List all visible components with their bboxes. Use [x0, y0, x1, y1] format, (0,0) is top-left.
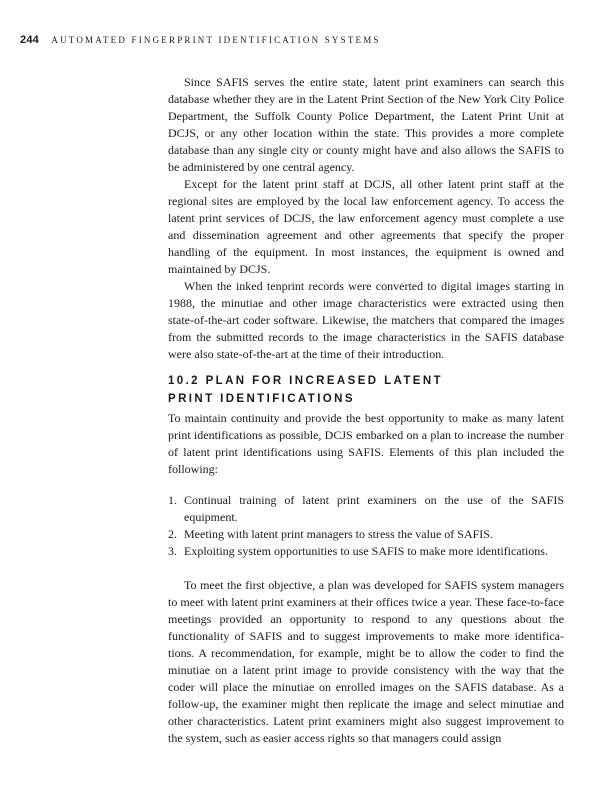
list-item-number: 1.	[168, 493, 177, 507]
section-intro	[168, 410, 564, 478]
section-heading-line-2: PRINT IDENTIFICATIONS	[168, 393, 355, 405]
list-item-number: 3.	[168, 544, 177, 558]
section-heading	[168, 372, 564, 408]
running-head	[20, 30, 580, 44]
paragraph: When the inked tenprint records were converted to digital images starting in 1988, the minutiae and other image characteristics were extracted using then state-of-the-art coder software. Likewise, the matchers that compared the images from the submitted records to the image characteristics in the SAFIS database were also state-of-the-art at the time of their introduction.	[168, 279, 564, 361]
section-heading-line-1: 10.2 PLAN FOR INCREASED LATENT	[168, 375, 443, 387]
page-number: 244	[20, 34, 39, 46]
body-text-bottom	[168, 577, 564, 747]
list-item-number: 2.	[168, 527, 177, 541]
list-item	[168, 492, 564, 526]
list-item	[168, 543, 564, 560]
body-text-top	[168, 74, 564, 363]
paragraph: To meet the first objective, a plan was developed for SAFIS system managers to meet with latent print examiners at their offices twice a year. These face-to-face meetings provided an opportunity to respond to any questions about the functionality of SAFIS and to suggest improvements to make more identifications. A recommendation, for example, might be to allow the coder to find the minutiae on a latent print image to provide consistency with the way that the coder will place the minutiae on enrolled images on the SAFIS database. As a follow-up, the examiner might then replicate the image and select minutiae and other characteristics. Latent print examiners might also suggest improvement to the system, such as easier access rights so that managers could assign	[168, 578, 564, 745]
plan-elements-list	[168, 492, 564, 560]
list-item-text: Continual training of latent print examiners on the use of the SAFIS equipment.	[184, 493, 564, 524]
running-title: AUTOMATED FINGERPRINT IDENTIFICATION SYSTEMS	[51, 35, 381, 45]
paragraph: Since SAFIS serves the entire state, latent print examiners can search this database whether they are in the Latent Print Section of the New York City Police Department, the Suffolk County Police Department, the Latent Print Unit at DCJS, or any other location within the state. This provides a more complete database than any single city or county might have and also allows the SAFIS to be administered by one central agency.	[168, 75, 564, 174]
paragraph: To maintain continuity and provide the best opportunity to make as many latent print identifications as possible, DCJS embarked on a plan to increase the number of latent print identifications using SAFIS. Elements of this plan included the following:	[168, 411, 564, 476]
list-item-text: Exploiting system opportunities to use SAFIS to make more identifications.	[184, 544, 548, 558]
paragraph: Except for the latent print staff at DCJS, all other latent print staff at the regional sites are employed by the local law enforcement agency. To access the latent print services of DCJS, the law enforcement agency must complete a use and dissemination agreement and other agreements that specify the proper handling of the equipment. In most instances, the equipment is owned and maintained by DCJS.	[168, 177, 564, 276]
list-item	[168, 526, 564, 543]
list-item-text: Meeting with latent print managers to stress the value of SAFIS.	[184, 527, 493, 541]
